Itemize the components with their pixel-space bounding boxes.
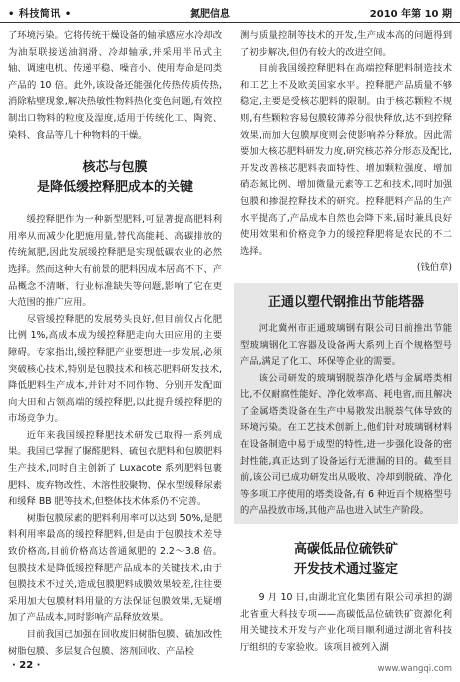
article-title-line2: 开发技术通过鉴定	[293, 562, 398, 578]
article-paragraph: 目前我国已加强在回收废旧树脂包膜、硫加改性树脂包膜、多层复合包膜、溶剂回收、产品检	[8, 629, 222, 657]
journal-name: 氮肥信息	[190, 9, 230, 20]
continued-paragraph: 测与质量控制等技术的开发,生产成本高的问题得到了初步解决,但仍有较大的改进空间。	[240, 30, 452, 58]
article-paragraph: 尽管缓控释肥的发展势头良好,但目前仅占化肥比例 1%,高成本成为缓控释肥走向大田应用的主要障碍。专家指出,缓控释肥产业要想进一步发展,必须突破核心技术,特别是包膜技术和核芯肥料研发技术,降低肥料生产成本,并针对不同作物、分别开发配面向大田和占领高端的缓控释肥,以此提升缓控释肥的市场竞争力。	[8, 313, 222, 425]
article-title-line1: 高碳低品位硫铁矿	[293, 542, 398, 558]
issue-label: 2010 年第 10 期	[369, 9, 452, 20]
article-paragraph: 河北冀州市正通玻璃钢有限公司日前推出节能型玻璃钢化工容器及设备两大系列上百个规格型号产品,满足了化工、环保等企业的需要。	[240, 322, 452, 368]
author-signature: (钱伯章)	[416, 262, 452, 274]
article-paragraph: 9 月 10 日,由湖北宜化集团有限公司承担的湖北省重大科技专项——高碳低品位硫铁矿资源化利用关键技术开发与产业化项目顺利通过湖北省科技厅组织的专家验收。该项目被列入湖	[240, 592, 452, 653]
article-title: 正通以塑代钢推出节能塔器	[267, 294, 424, 310]
article-paragraph: 近年来我国缓控释肥技术研发已取得一系列成果。我国已掌握了脲醛肥料、硫包衣肥料和包膜肥料生产技术,同时自主创新了 Luxacote 系列肥料包裹肥料、废弃物改性、木溶性胶聚物、保水型缓释尿素和缓释 BB 肥等技术,但整体技术体系仍不完善。	[8, 429, 222, 508]
left-column	[8, 28, 222, 660]
article-box	[234, 283, 458, 524]
page-number: · 22 ·	[12, 660, 41, 671]
article-paragraph: 目前我国缓控释肥料在高端控释肥料制造技术和工艺上不及欧美国家水平。控释肥产品质量不够稳定,主要是受核芯肥料的限制。由于核芯颗粒不规则,有些颗粒容易包膜较薄养分很快释放,达不到控释效果,而加大包膜厚度则会使影响养分释放。因此需要加大核芯肥料研发力度,研究核芯养分形态及配比,开发改善核芯肥料表面特性、增加颗粒强度、增加硝态氮比例、增加微量元素等工艺和技术,同时加强包膜和掺混控释技术的研究。控释肥料产品的生产水平提高了,产品成本自然也会降下来,届时兼具良好使用效果和价格竞争力的缓控释肥将是农民的不二选择。	[240, 63, 452, 257]
page-header	[0, 0, 460, 23]
section-label: • 科技简讯 •	[8, 9, 72, 20]
watermark: www.wangqi.com	[377, 664, 452, 674]
continued-paragraph: 了环境污染。它将传统干燥设备的轴承感应水冷却改为油泵联接送油润滑、冷却轴承,并采用半吊式主轴、调速电机、传递平稳、噪音小、使用寿命是同类产品的 10 倍。此外,该设备还能强化传热传质传热,消除粘壁现象,解决热敏性物料热化变色问题,有效控制出口物料的粒度及湿度,适用于传统化工、陶瓷、染料、食品等几十种物料的干燥。	[8, 30, 222, 141]
article-title-line2: 是降低缓控释肥成本的关键	[36, 180, 193, 196]
article-paragraph: 树脂包膜尿素的肥料利用率可以达到 50%,是肥料利用率最高的缓控释肥料,但是由于包膜技术差导致价格高,目前价格高达普通氮肥的 2.2～3.8 倍。包膜技术是降低缓控释肥产品成本的关键技术,由于包膜技术不过关,造成包膜肥料成膜效果较差,往往要采用加大包膜材料用量的方法保证包膜效果,无疑增加了产品成本,同时影响产品释放效果。	[8, 512, 222, 624]
article-paragraph: 缓控释肥作为一种新型肥料,可显著提高肥料利用率从而减少化肥施用量,替代高能耗、高碳排放的传统氮肥,因此发展缓控释肥是实现低碳农业的必然选择。然而这种大有前景的肥料因成本居高不下、产品概念不清晰、行业标准缺失等问题,影响了它在更大范围的推广应用。	[8, 214, 222, 309]
article-title-line1: 核芯与包膜	[82, 160, 148, 176]
article-paragraph: 该公司研发的玻璃钢脱萘净化塔与金属塔类相比,不仅耐腐性能好、净化效率高、耗电省,而且解决了金属塔类设备在生产中易散发出脱萘气体导致的环境污染。在工艺技术创新上,他们针对玻璃钢材料在设备制造中易于成型的特性,进一步强化设备的密封性能,真正达到了设备运行无泄漏的目的。截至目前,该公司已成功研发出从吸收、冷却到脱硫、净化等多项工序使用的塔类设备,有 6 种近百个规格型号的产品投放市场,其他产品也进入试生产阶段。	[240, 372, 452, 517]
right-column	[240, 28, 452, 656]
